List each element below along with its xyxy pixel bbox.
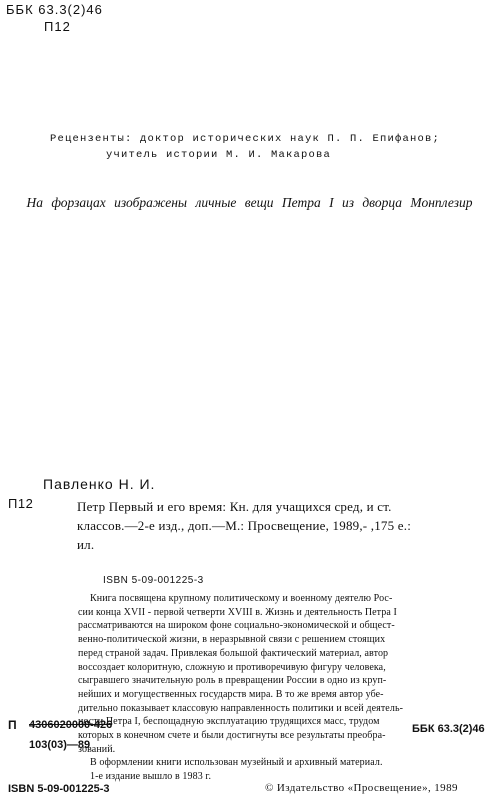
annotation-line: которых в конечном счете и были достигнуты все результаты преобра- xyxy=(78,730,386,742)
annotation-line: сии конца XVII - первой четверти XVIII в. Жизнь и деятельность Петра I xyxy=(78,606,397,618)
reviewers-block xyxy=(50,131,440,163)
first-edition-note: 1-е издание вышло в 1983 г. xyxy=(90,771,212,783)
copyright-line: © Издательство «Просвещение», 1989 xyxy=(265,782,458,794)
classification-letter: П xyxy=(8,718,17,732)
annotation-block xyxy=(78,592,494,784)
catalog-code: П12 xyxy=(8,496,34,511)
catalog-title-line: ил. xyxy=(77,537,95,552)
annotation-line: дительно показывает классовую направленность политики и всей деятель- xyxy=(78,702,404,714)
annotation-line: венно-политической жизни, в неразрывной связи с решением стоящих xyxy=(78,634,386,646)
catalog-title-line: Петр Первый и его время: Кн. для учащихся сред, и ст. xyxy=(77,499,392,514)
isbn-bottom: ISBN 5-09-001225-3 xyxy=(8,783,110,795)
annotation-line: ности Петра I, беспощадную эксплуатацию трудящихся масс, трудом xyxy=(78,716,380,728)
classification-index: 103(03)—89 xyxy=(29,739,91,751)
bbk-index-bottom: ББК 63.3(2)46 xyxy=(412,723,485,735)
annotation-line: перед страной задач. Привлекая большой фактический материал, автор xyxy=(78,647,389,659)
annotation-line: сыгравшего значительную роль в превращении России в одно из круп- xyxy=(78,675,387,687)
reviewers-line-2: учитель истории М. И. Макарова xyxy=(106,149,332,161)
endpapers-note: На форзацах изображены личные вещи Петра I из дворца Монплезир xyxy=(26,195,473,210)
author-code-top: П12 xyxy=(44,19,71,34)
catalog-title-line: классов.—2-е изд., доп.—М.: Просвещение, 1989,- ,175 е.: xyxy=(77,518,412,533)
catalog-author: Павленко Н. И. xyxy=(43,476,156,492)
catalog-title-block xyxy=(77,497,497,554)
annotation-line: Книга посвящена крупному политическому и военному деятелю Рос- xyxy=(90,593,393,604)
reviewers-line-1: Рецензенты: доктор исторических наук П. П. Епифанов; xyxy=(50,133,441,145)
bbk-index-top: ББК 63.3(2)46 xyxy=(6,2,103,17)
catalog-isbn: ISBN 5-09-001225-3 xyxy=(103,575,204,586)
annotation-note: В оформлении книги использован музейный и архивный материал. xyxy=(90,757,383,769)
classification-code: 4306020000-426 xyxy=(29,719,113,731)
annotation-line: нейших и могущественных государств мира. В то же время автор убе- xyxy=(78,688,384,700)
annotation-line: зований. xyxy=(78,743,116,755)
annotation-line: воссоздает колоритную, сложную и противоречивую фигуру человека, xyxy=(78,661,386,673)
annotation-line: рассматриваются на широком фоне социально-экономической и общест- xyxy=(78,620,395,632)
